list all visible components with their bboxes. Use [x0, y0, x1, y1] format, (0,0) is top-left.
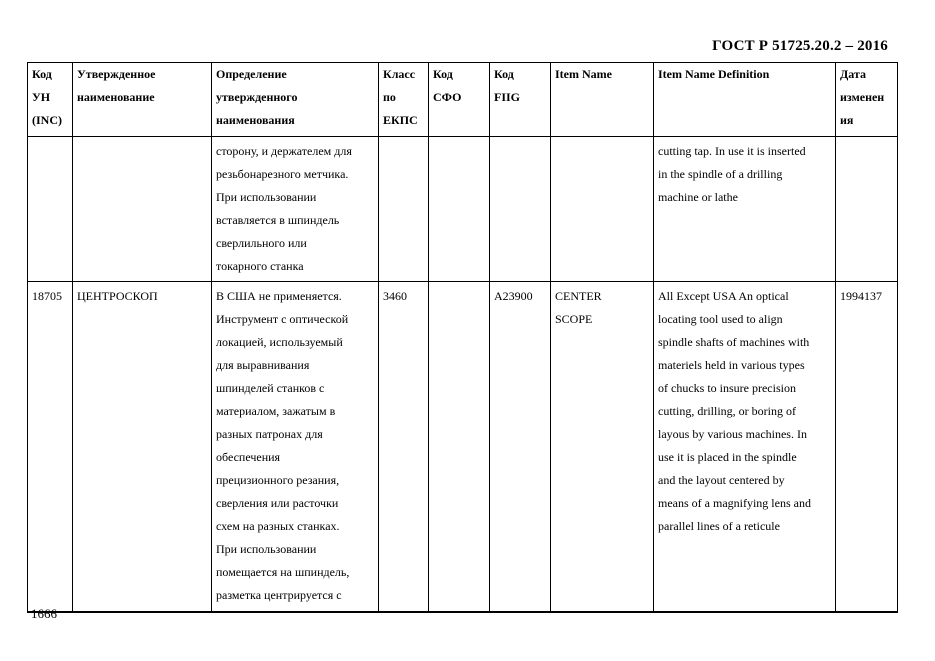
- cell-item-name: [551, 137, 654, 282]
- cell-code-fiig: [490, 137, 551, 282]
- cell-item-name: CENTER SCOPE: [551, 282, 654, 612]
- cell-class-ekps: 3460: [379, 282, 429, 612]
- cell-definition-ru: В США не применяется. Инструмент с оптической локацией, используемый для выравнивания шпинделей станков с материалом, зажатым в разных патронах для обеспечения прецизионного резания, сверления или расточки схем на разных станках. При использовании помещается на шпиндель, разметка центрируется с: [212, 282, 379, 612]
- col-header-item-name: Item Name: [551, 63, 654, 137]
- col-header-item-name-definition: Item Name Definition: [654, 63, 836, 137]
- page-number: 1666: [31, 606, 57, 621]
- col-header-approved-name: Утвержденное наименование: [73, 63, 212, 137]
- table-header-row: [28, 63, 898, 137]
- cell-code-sfo: [429, 282, 490, 612]
- cell-item-name-definition: All Except USA An optical locating tool used to align spindle shafts of machines with materiels held in various types of chucks to insure precision cutting, drilling, or boring of layous by various machines. In use it is placed in the spindle and the layout centered by means of a magnifying lens and parallel lines of a reticule: [654, 282, 836, 612]
- cell-approved-name: [73, 137, 212, 282]
- col-header-inc: Код УН (INC): [28, 63, 73, 137]
- cell-class-ekps: [379, 137, 429, 282]
- col-header-class-ekps: Класс по ЕКПС: [379, 63, 429, 137]
- col-header-definition-ru: Определение утвержденного наименования: [212, 63, 379, 137]
- cell-code-sfo: [429, 137, 490, 282]
- col-header-code-sfo: Код СФО: [429, 63, 490, 137]
- cell-inc: 18705: [28, 282, 73, 612]
- cell-approved-name: ЦЕНТРОСКОП: [73, 282, 212, 612]
- cell-code-fiig: A23900: [490, 282, 551, 612]
- cell-change-date: 1994137: [836, 282, 898, 612]
- table-row: [28, 137, 898, 282]
- cell-item-name-definition: cutting tap. In use it is inserted in the spindle of a drilling machine or lathe: [654, 137, 836, 282]
- cell-inc: [28, 137, 73, 282]
- document-standard-id: ГОСТ Р 51725.20.2 – 2016: [712, 38, 888, 54]
- item-name-table: [27, 62, 898, 613]
- cell-change-date: [836, 137, 898, 282]
- col-header-code-fiig: Код FIIG: [490, 63, 551, 137]
- table-row: [28, 282, 898, 612]
- col-header-change-date: Дата изменен ия: [836, 63, 898, 137]
- cell-definition-ru: сторону, и держателем для резьбонарезного метчика. При использовании вставляется в шпиндель сверлильного или токарного станка: [212, 137, 379, 282]
